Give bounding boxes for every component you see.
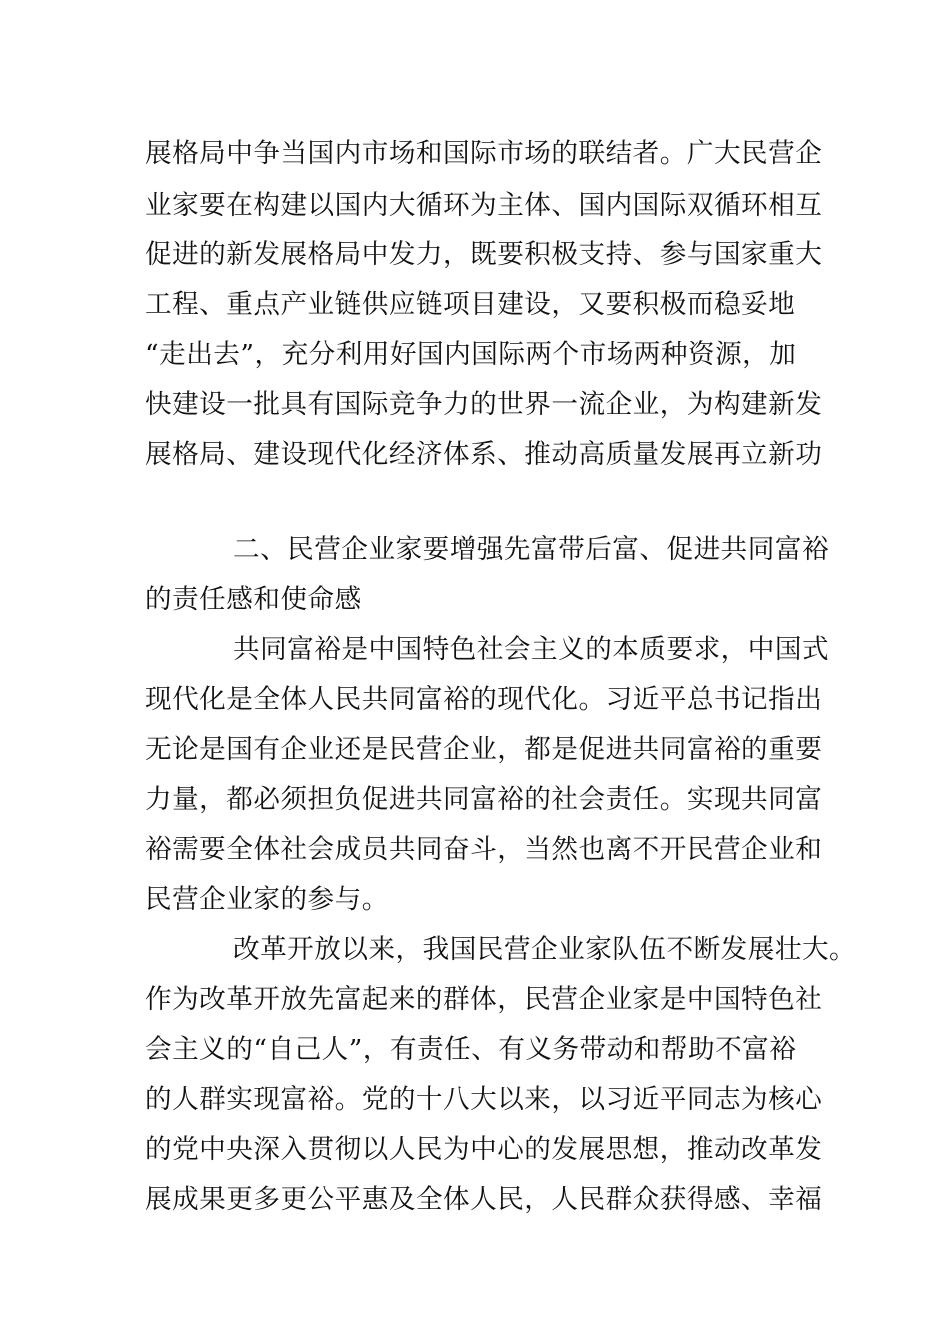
text-line: 力量，都必须担负促进共同富裕的社会责任。实现共同富 — [145, 784, 823, 815]
text-line: 展格局中争当国内市场和国际市场的联结者。广大民营企 — [145, 138, 823, 169]
text-line: 工程、重点产业链供应链项目建设，又要积极而稳妥地 — [145, 289, 796, 320]
text-line: 裕需要全体社会成员共同奋斗，当然也离不开民营企业和 — [145, 834, 823, 865]
text-line: 现代化是全体人民共同富裕的现代化。习近平总书记指出 — [145, 684, 823, 715]
heading-line: 的责任感和使命感 — [145, 584, 362, 615]
text-line: 共同富裕是中国特色社会主义的本质要求，中国式 — [233, 634, 830, 665]
text-line: 促进的新发展格局中发力，既要积极支持、参与国家重大 — [145, 239, 823, 270]
text-line: “走出去”，充分利用好国内国际两个市场两种资源，加 — [145, 339, 797, 370]
text-line: 会主义的“自己人”，有责任、有义务带动和帮助不富裕 — [145, 1034, 797, 1065]
text-line: 无论是国有企业还是民营企业，都是促进共同富裕的重要 — [145, 734, 823, 765]
text-line: 改革开放以来，我国民营企业家队伍不断发展壮大。 — [233, 934, 857, 965]
text-line: 的党中央深入贯彻以人民为中心的发展思想，推动改革发 — [145, 1134, 823, 1165]
text-line: 展成果更多更公平惠及全体人民，人民群众获得感、幸福 — [145, 1184, 823, 1215]
text-line: 民营企业家的参与。 — [145, 884, 389, 915]
text-line: 展格局、建设现代化经济体系、推动高质量发展再立新功 — [145, 439, 823, 470]
text-line: 快建设一批具有国际竞争力的世界一流企业，为构建新发 — [145, 389, 823, 420]
text-line: 的人群实现富裕。党的十八大以来，以习近平同志为核心 — [145, 1084, 823, 1115]
heading-line: 二、民营企业家要增强先富带后富、促进共同富裕 — [233, 534, 830, 565]
text-line: 业家要在构建以国内大循环为主体、国内国际双循环相互 — [145, 190, 823, 221]
text-line: 作为改革开放先富起来的群体，民营企业家是中国特色社 — [145, 984, 823, 1015]
